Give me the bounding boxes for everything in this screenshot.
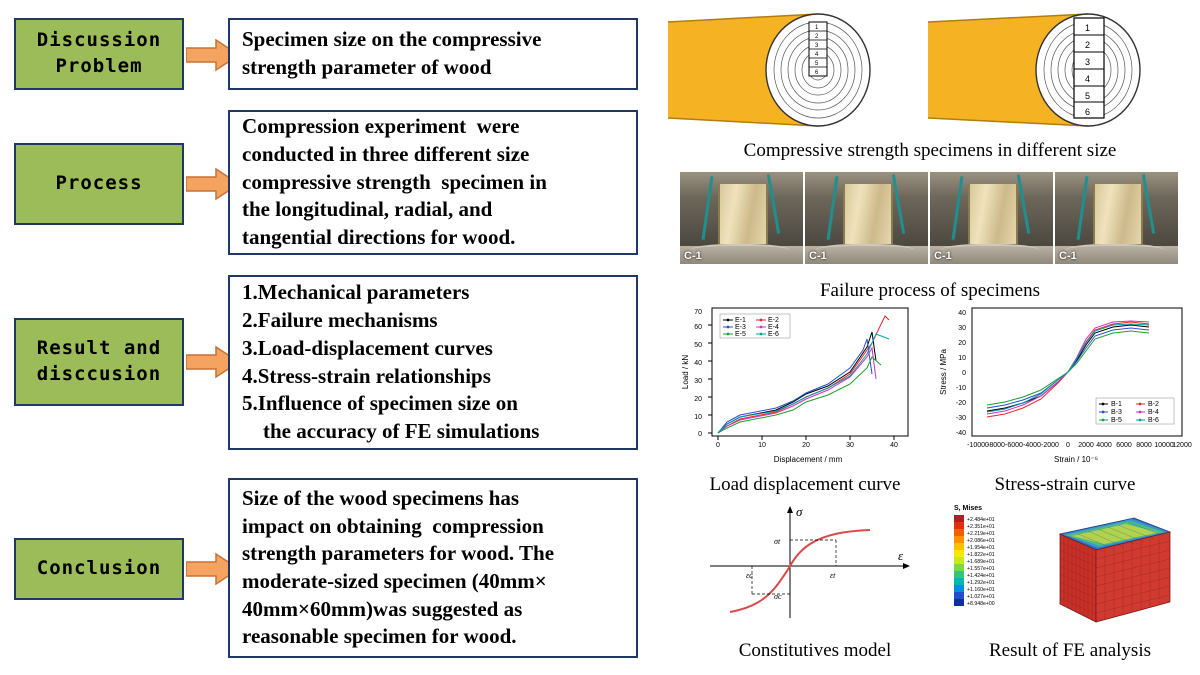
svg-text:10: 10 bbox=[958, 355, 966, 362]
svg-text:-30: -30 bbox=[955, 415, 966, 422]
stage-label-result-discussion bbox=[14, 318, 184, 406]
fe-analysis-figure bbox=[948, 498, 1178, 638]
content-line: Size of the wood specimens has bbox=[242, 485, 520, 510]
constitutive-model-figure bbox=[690, 500, 930, 635]
svg-text:6: 6 bbox=[1085, 107, 1091, 117]
svg-text:10: 10 bbox=[694, 414, 702, 421]
content-line: strength parameter of wood bbox=[242, 55, 492, 79]
content-line: Compression experiment were bbox=[242, 114, 520, 139]
svg-text:2: 2 bbox=[815, 34, 819, 40]
log-specimen-figure-right bbox=[928, 8, 1190, 138]
caption-failure: Failure process of specimens bbox=[819, 280, 1041, 301]
svg-text:E-6: E-6 bbox=[768, 331, 779, 338]
stage-label-discussion-problem bbox=[14, 18, 184, 90]
stage-label-line: Result and bbox=[36, 337, 162, 360]
svg-text:4000: 4000 bbox=[1096, 442, 1112, 449]
svg-text:E-3: E-3 bbox=[735, 324, 746, 331]
content-line: the longitudinal, radial, and bbox=[242, 197, 493, 222]
content-line: compressive strength specimen in bbox=[242, 169, 547, 194]
failure-photo bbox=[1055, 172, 1178, 264]
svg-text:+2.086e+01: +2.086e+01 bbox=[967, 538, 995, 544]
failure-photo bbox=[930, 172, 1053, 264]
svg-text:40: 40 bbox=[694, 360, 702, 367]
stage-label-conclusion bbox=[14, 538, 184, 600]
svg-text:Strain / 10⁻⁶: Strain / 10⁻⁶ bbox=[1054, 455, 1098, 464]
svg-text:+8.948e+00: +8.948e+00 bbox=[967, 601, 995, 607]
content-box-process bbox=[228, 110, 638, 255]
content-line: 4.Stress-strain relationships bbox=[242, 363, 491, 388]
svg-text:B-6: B-6 bbox=[1148, 417, 1159, 424]
svg-text:1: 1 bbox=[1085, 23, 1091, 33]
chart-load-displacement bbox=[678, 302, 926, 472]
svg-text:20: 20 bbox=[694, 396, 702, 403]
svg-text:-6000: -6000 bbox=[1005, 442, 1023, 449]
failure-photo bbox=[680, 172, 803, 264]
svg-text:+2.351e+01: +2.351e+01 bbox=[967, 524, 995, 530]
caption-load-displacement: Load displacement curve bbox=[709, 474, 901, 495]
svg-text:0: 0 bbox=[716, 442, 720, 449]
photo-tag: C-1 bbox=[809, 250, 827, 262]
content-box-discussion-problem bbox=[228, 18, 638, 90]
stage-label-line: disccusion bbox=[36, 363, 162, 385]
content-line: tangential directions for wood. bbox=[242, 225, 516, 250]
svg-text:+1.822e+01: +1.822e+01 bbox=[967, 552, 995, 558]
svg-text:Stress / MPa: Stress / MPa bbox=[939, 349, 948, 395]
svg-text:30: 30 bbox=[694, 378, 702, 385]
stage-label-process bbox=[14, 143, 184, 225]
content-line: the accuracy of FE simulations bbox=[242, 418, 540, 443]
svg-text:-2000: -2000 bbox=[1041, 442, 1059, 449]
failure-photo-strip bbox=[680, 172, 1178, 264]
caption-stress-strain: Stress-strain curve bbox=[994, 474, 1136, 495]
svg-text:0: 0 bbox=[698, 431, 702, 438]
svg-text:+1.292e+01: +1.292e+01 bbox=[967, 580, 995, 586]
svg-text:30: 30 bbox=[846, 442, 854, 449]
content-line: 1.Mechanical parameters bbox=[242, 280, 470, 305]
svg-text:εc: εc bbox=[746, 571, 753, 580]
svg-text:Load / kN: Load / kN bbox=[681, 354, 690, 390]
content-line: 3.Load-displacement curves bbox=[242, 335, 493, 360]
svg-text:ε: ε bbox=[898, 548, 904, 563]
svg-text:5: 5 bbox=[815, 61, 819, 67]
content-box-result-discussion bbox=[228, 275, 638, 450]
svg-text:-10000: -10000 bbox=[967, 442, 989, 449]
svg-text:40: 40 bbox=[958, 310, 966, 317]
content-box-conclusion bbox=[228, 478, 638, 658]
stage-label-line: Problem bbox=[55, 55, 143, 77]
content-line: Specimen size on the compressive bbox=[242, 27, 542, 52]
svg-text:σt: σt bbox=[774, 537, 781, 546]
svg-text:B-5: B-5 bbox=[1111, 417, 1122, 424]
svg-text:60: 60 bbox=[694, 324, 702, 331]
content-line: 2.Failure mechanisms bbox=[242, 308, 438, 333]
svg-text:6: 6 bbox=[815, 70, 819, 76]
svg-text:4: 4 bbox=[1085, 74, 1091, 84]
svg-text:εt: εt bbox=[830, 571, 836, 580]
failure-photo bbox=[805, 172, 928, 264]
chart-stress-strain bbox=[936, 302, 1194, 472]
svg-text:0: 0 bbox=[1066, 442, 1070, 449]
svg-text:B-4: B-4 bbox=[1148, 409, 1159, 416]
photo-tag: C-1 bbox=[684, 250, 702, 262]
figures-column bbox=[660, 0, 1200, 675]
svg-text:50: 50 bbox=[694, 342, 702, 349]
svg-text:E-4: E-4 bbox=[768, 324, 779, 331]
svg-text:20: 20 bbox=[802, 442, 810, 449]
svg-text:Displacement / mm: Displacement / mm bbox=[773, 455, 843, 464]
stage-label-line: Process bbox=[55, 172, 143, 195]
svg-text:3: 3 bbox=[1085, 57, 1091, 67]
svg-text:70: 70 bbox=[694, 309, 702, 316]
content-line: conducted in three different size bbox=[242, 141, 530, 166]
svg-text:E-2: E-2 bbox=[768, 317, 779, 324]
svg-text:1: 1 bbox=[815, 25, 819, 31]
svg-text:+1.160e+01: +1.160e+01 bbox=[967, 587, 995, 593]
svg-text:B-2: B-2 bbox=[1148, 401, 1159, 408]
svg-text:+1.689e+01: +1.689e+01 bbox=[967, 559, 995, 565]
content-line: strength parameters for wood. The bbox=[242, 541, 555, 566]
svg-text:σc: σc bbox=[774, 592, 782, 601]
content-line: reasonable specimen for wood. bbox=[242, 624, 517, 649]
svg-text:3: 3 bbox=[815, 43, 819, 49]
svg-text:-10: -10 bbox=[955, 385, 966, 392]
svg-text:+1.424e+01: +1.424e+01 bbox=[967, 573, 995, 579]
svg-text:B-3: B-3 bbox=[1111, 409, 1122, 416]
svg-text:-40: -40 bbox=[955, 430, 966, 437]
svg-text:-8000: -8000 bbox=[987, 442, 1005, 449]
content-line: 5.Influence of specimen size on bbox=[242, 391, 518, 416]
svg-text:8000: 8000 bbox=[1136, 442, 1152, 449]
svg-text:σ: σ bbox=[796, 504, 803, 519]
photo-tag: C-1 bbox=[934, 250, 952, 262]
svg-text:5: 5 bbox=[1085, 91, 1091, 101]
log-specimen-figure-left bbox=[668, 8, 918, 138]
svg-text:B-1: B-1 bbox=[1111, 401, 1122, 408]
content-line: 40mm×60mm)was suggested as bbox=[242, 596, 523, 621]
svg-text:-4000: -4000 bbox=[1023, 442, 1041, 449]
content-line: moderate-sized specimen (40mm× bbox=[242, 569, 547, 593]
svg-text:20: 20 bbox=[958, 340, 966, 347]
svg-text:+1.027e+01: +1.027e+01 bbox=[967, 594, 995, 600]
caption-fe: Result of FE analysis bbox=[988, 640, 1152, 661]
content-line: impact on obtaining compression bbox=[242, 513, 544, 538]
svg-text:+1.557e+01: +1.557e+01 bbox=[967, 566, 995, 572]
svg-text:+2.484e+01: +2.484e+01 bbox=[967, 517, 995, 523]
svg-text:E-1: E-1 bbox=[735, 317, 746, 324]
svg-text:40: 40 bbox=[890, 442, 898, 449]
svg-text:E-5: E-5 bbox=[735, 331, 746, 338]
svg-text:6000: 6000 bbox=[1116, 442, 1132, 449]
svg-text:4: 4 bbox=[815, 52, 819, 58]
svg-text:0: 0 bbox=[962, 370, 966, 377]
svg-text:+2.219e+01: +2.219e+01 bbox=[967, 531, 995, 537]
stage-label-line: Conclusion bbox=[36, 557, 162, 580]
stage-label-line: Discussion bbox=[36, 29, 162, 52]
photo-tag: C-1 bbox=[1059, 250, 1077, 262]
svg-text:10000: 10000 bbox=[1154, 442, 1174, 449]
svg-text:12000: 12000 bbox=[1172, 442, 1192, 449]
svg-text:30: 30 bbox=[958, 325, 966, 332]
caption-constitutive: Constitutives model bbox=[738, 640, 892, 661]
svg-text:-20: -20 bbox=[955, 400, 966, 407]
svg-text:S, Mises: S, Mises bbox=[954, 505, 983, 512]
caption-specimens: Compressive strength specimens in different size bbox=[743, 140, 1117, 161]
svg-text:2: 2 bbox=[1085, 40, 1091, 50]
svg-text:+1.954e+01: +1.954e+01 bbox=[967, 545, 995, 551]
svg-text:10: 10 bbox=[758, 442, 766, 449]
svg-text:2000: 2000 bbox=[1078, 442, 1094, 449]
